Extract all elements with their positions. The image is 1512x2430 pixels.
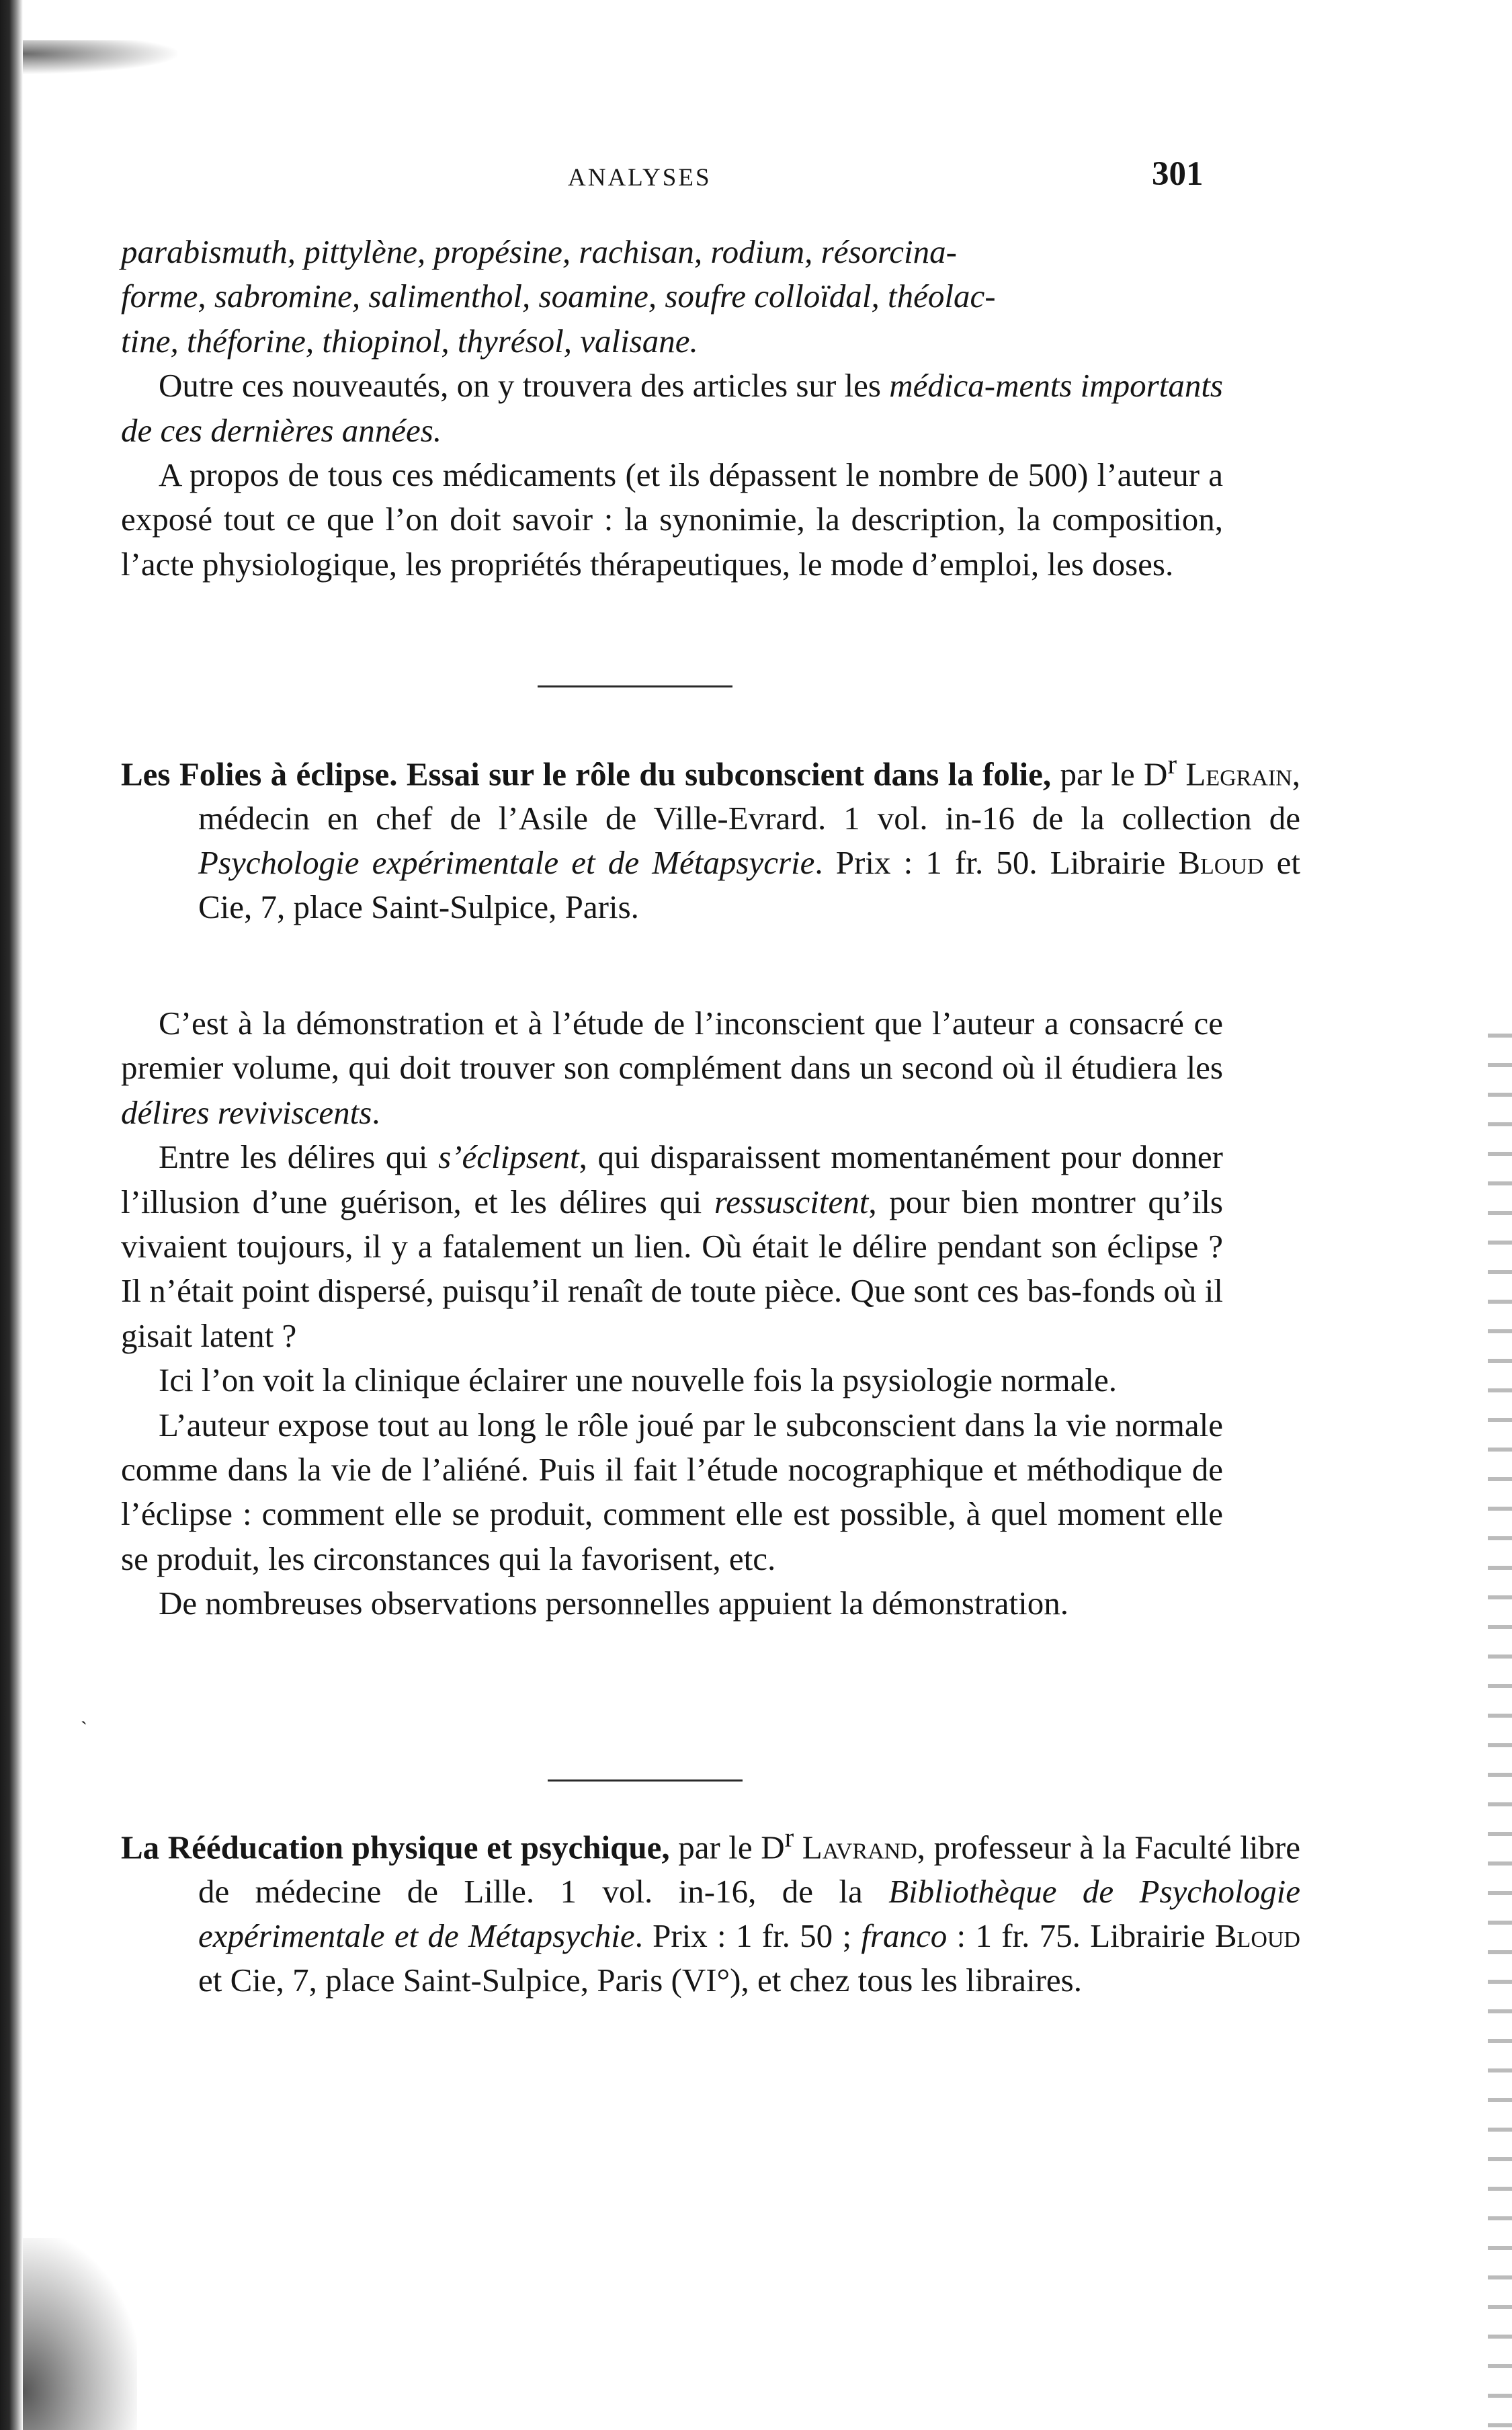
publisher-name: Bloud — [1178, 844, 1264, 882]
scan-binding-shadow — [0, 0, 23, 2430]
book-description: , médecin en chef de l’Asile de Ville-Evrard. 1 vol. in-16 de la collection de — [198, 755, 1301, 837]
drug-list-line-1: parabismuth, pittylène, propésine, rachisan, rodium, résorcina- — [121, 233, 957, 270]
book-price-franco: : 1 fr. 75. Librairie — [947, 1917, 1215, 1955]
review-heading-folies — [121, 743, 1300, 929]
italic-phrase: médica-ments importants de ces dernières années. — [121, 367, 1224, 449]
page-number: 301 — [1152, 155, 1204, 193]
publisher-address: et Cie, 7, place Saint-Sulpice, Paris (VI°), et chez tous les libraires. — [198, 1962, 1082, 1999]
section-divider — [548, 1779, 743, 1782]
scan-smudge-bottom — [23, 2238, 137, 2430]
section-divider — [538, 685, 732, 687]
scan-edge-marks-right — [1488, 1008, 1512, 2430]
publisher-name: Bloud — [1214, 1917, 1300, 1955]
paragraph-text: C’est à la démonstration et à l’étude de l’inconscient que l’auteur a consacré ce premier volume, qui doit trouver son complément dans un second où il étudiera les — [121, 1005, 1223, 1087]
continuation-section — [121, 230, 1223, 587]
franco-label: franco — [861, 1917, 948, 1955]
by-line: par le D — [1051, 755, 1168, 793]
paragraph — [121, 364, 1223, 453]
book-title: La Rééducation physique et psychique, — [121, 1829, 670, 1866]
paragraph-text: Outre ces nouveautés, on y trouvera des articles sur les — [159, 367, 890, 405]
paragraph: L’auteur expose tout au long le rôle joué par le subconscient dans la vie normale comme dans la vie de l’aliéné. Puis il fait l’étude nocographique et méthodique de l’éclipse : comment elle se produit, comment elle est possible, à quel moment elle se produit, les circonstances qui la favorisent, etc. — [121, 1406, 1223, 1577]
book-price: . Prix : 1 fr. 50. Librairie — [814, 844, 1179, 882]
book-title: Les Folies à éclipse. Essai sur le rôle du subconscient dans la folie, — [121, 755, 1052, 793]
review-body-folies — [121, 1001, 1223, 1626]
paragraph: De nombreuses observations personnelles appuient la démonstration. — [159, 1585, 1068, 1622]
author-name: Lavrand — [802, 1829, 917, 1866]
collection-name: Bibliothèque de Psychologie expérimentale et de Métapsychie — [198, 1873, 1300, 1955]
italic-phrase: délires reviviscents — [121, 1093, 372, 1131]
publisher-address: et Cie, 7, place Saint-Sulpice, Paris. — [198, 844, 1300, 926]
paragraph — [121, 1001, 1223, 1135]
punctuation: . — [372, 1093, 380, 1131]
book-price: . Prix : 1 fr. 50 ; — [634, 1917, 862, 1955]
paragraph-text: , qui disparaissent momentanément pour donner l’illusion d’une guérison, et les délires qui — [121, 1138, 1223, 1220]
paragraph: Ici l’on voit la clinique éclairer une nouvelle fois la psysiologie normale. — [159, 1361, 1118, 1399]
collection-name: Psychologie expérimentale et de Métapsycrie — [198, 844, 815, 882]
paragraph-text: , pour bien montrer qu’ils vivaient toujours, il y a fatalement un lien. Où était le délire pendant son éclipse ? Il n’était point dispersé, puisqu’il renaît de toute pièce. Que sont ces bas-fonds où il gisait latent ? — [121, 1183, 1223, 1354]
paragraph — [121, 1135, 1223, 1358]
paragraph-text: Entre les délires qui — [159, 1138, 439, 1176]
drug-list-line-2: forme, sabromine, salimenthol, soamine, soufre colloïdal, théolac- — [121, 278, 996, 315]
scan-stray-mark: ˋ — [81, 1718, 87, 1740]
author-name: Legrain — [1185, 755, 1292, 793]
title-abbrev: r — [784, 1822, 794, 1853]
paragraph: A propos de tous ces médicaments (et ils dépassent le nombre de 500) l’auteur a exposé tout ce que l’on doit savoir : la synonimie, la description, la composition, l’acte physiologique, les propriétés thérapeutiques, le mode d’emploi, les doses. — [121, 456, 1223, 583]
review-heading-reeducation — [121, 1816, 1300, 2003]
running-head: ANALYSES — [568, 164, 712, 192]
italic-phrase: ressuscitent — [714, 1183, 869, 1220]
by-line: par le D — [669, 1829, 785, 1866]
scan-smudge-top — [23, 40, 177, 74]
italic-phrase: s’éclipsent — [438, 1138, 579, 1176]
book-description: , professeur à la Faculté libre de médecine de Lille. 1 vol. in-16, de la — [198, 1829, 1300, 1911]
drug-list-line-3: tine, théforine, thiopinol, thyrésol, valisane. — [121, 322, 698, 360]
title-abbrev: r — [1167, 749, 1177, 780]
